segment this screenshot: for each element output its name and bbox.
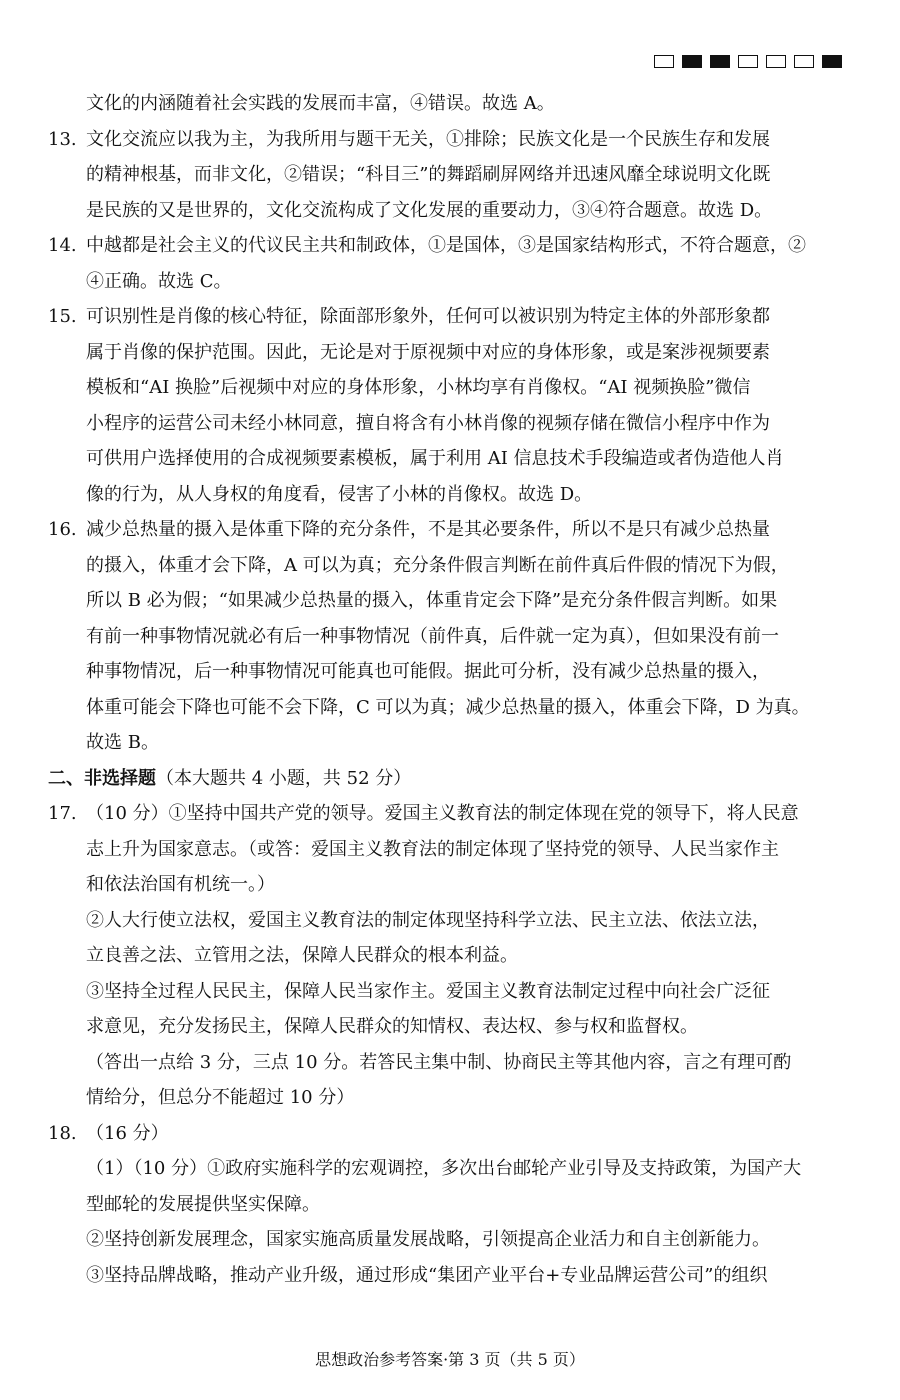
text-line: 的摄入，体重才会下降，A 可以为真；充分条件假言判断在前件真后件假的情况下为假， bbox=[86, 554, 789, 576]
text-line: ④正确。故选 C。 bbox=[86, 270, 232, 292]
section-heading-row bbox=[48, 761, 848, 797]
empty-box-mark bbox=[794, 55, 814, 68]
text-line: 可识别性是肖像的核心特征，除面部形象外，任何可以被识别为特定主体的外部形象都 bbox=[86, 306, 770, 327]
empty-box-mark bbox=[654, 55, 674, 68]
text-line: 像的行为，从人身权的角度看，侵害了小林的肖像权。故选 D。 bbox=[86, 483, 593, 505]
text-line: 模板和“AI 换脸”后视频中对应的身体形象，小林均享有肖像权。“AI 视频换脸”微信 bbox=[86, 377, 751, 398]
answer-number: 14. bbox=[48, 235, 77, 256]
text-line: 是民族的又是世界的，文化交流构成了文化发展的重要动力，③④符合题意。故选 D。 bbox=[86, 199, 773, 221]
text-line: 可供用户选择使用的合成视频要素模板，属于利用 AI 信息技术手段编造或者伪造他人肖 bbox=[86, 448, 784, 469]
answer-14 bbox=[48, 228, 848, 299]
continuation-line: 文化的内涵随着社会实践的发展而丰富，④错误。故选 A。 bbox=[86, 93, 555, 114]
answer-13 bbox=[48, 122, 848, 229]
text-line: 情给分，但总分不能超过 10 分） bbox=[86, 1087, 355, 1108]
empty-box-mark bbox=[738, 55, 758, 68]
text-line: 文化交流应以我为主，为我所用与题干无关，①排除；民族文化是一个民族生存和发展 bbox=[86, 128, 770, 150]
text-line: 体重可能会下降也可能不会下降，C 可以为真；减少总热量的摄入，体重会下降，D 为真。 bbox=[86, 696, 810, 718]
answer-number: 17. bbox=[48, 803, 77, 824]
empty-box-mark bbox=[766, 55, 786, 68]
answer-number: 18. bbox=[48, 1122, 77, 1144]
section-note: （本大题共 4 小题，共 52 分） bbox=[156, 767, 412, 789]
text-line: ③坚持全过程人民民主，保障人民当家作主。爱国主义教育法制定过程中向社会广泛征 bbox=[86, 980, 770, 1002]
text-line: 种事物情况，后一种事物情况可能真也可能假。据此可分析，没有减少总热量的摄入， bbox=[86, 661, 770, 682]
answer-title: （16 分） bbox=[86, 1122, 169, 1144]
text-line: 有前一种事物情况就必有后一种事物情况（前件真，后件就一定为真），但如果没有前一 bbox=[86, 625, 779, 647]
text-line: （10 分）①坚持中国共产党的领导。爱国主义教育法的制定体现在党的领导下，将人民意 bbox=[86, 803, 799, 824]
section-heading: 二、非选择题 bbox=[48, 767, 156, 789]
answer-text bbox=[86, 512, 848, 761]
text-line: 属于肖像的保护范围。因此，无论是对于原视频中对应的身体形象，或是案涉视频要素 bbox=[86, 341, 770, 363]
answer-text bbox=[86, 122, 848, 229]
answer-content bbox=[48, 86, 848, 1293]
text-line: ②人大行使立法权，爱国主义教育法的制定体现坚持科学立法、民主立法、依法立法， bbox=[86, 909, 770, 931]
text-line: ②坚持创新发展理念，国家实施高质量发展战略，引领提高企业活力和自主创新能力。 bbox=[86, 1229, 770, 1250]
answer-number: 13. bbox=[48, 128, 77, 150]
text-line: 求意见，充分发扬民主，保障人民群众的知情权、表达权、参与权和监督权。 bbox=[86, 1016, 698, 1037]
answer-text bbox=[86, 299, 848, 512]
text-line: 故选 B。 bbox=[86, 732, 159, 753]
text-line: 的精神根基，而非文化，②错误；“科目三”的舞蹈刷屏网络并迅速风靡全球说明文化既 bbox=[86, 164, 771, 185]
answer-number: 16. bbox=[48, 519, 77, 540]
text-line: 志上升为国家意志。（或答：爱国主义教育法的制定体现了坚持党的领导、人民当家作主 bbox=[86, 838, 779, 860]
filled-box-mark bbox=[822, 55, 842, 68]
text-line: ③坚持品牌战略，推动产业升级，通过形成“集团产业平台+专业品牌运营公司”的组织 bbox=[86, 1264, 768, 1286]
answer-17 bbox=[48, 796, 848, 1116]
text-line: 中越都是社会主义的代议民主共和制政体，①是国体，③是国家结构形式，不符合题意，② bbox=[86, 235, 806, 256]
answer-text bbox=[86, 796, 848, 1116]
text-line: 和依法治国有机统一。） bbox=[86, 874, 275, 895]
filled-box-mark bbox=[710, 55, 730, 68]
text-line: 所以 B 必为假；“如果减少总热量的摄入，体重肯定会下降”是充分条件假言判断。如果 bbox=[86, 590, 778, 611]
text-line: 立良善之法、立管用之法，保障人民群众的根本利益。 bbox=[86, 945, 518, 966]
answer-text bbox=[86, 1116, 848, 1294]
answer-text bbox=[86, 228, 848, 299]
text-line: （1）（10 分）①政府实施科学的宏观调控，多次出台邮轮产业引导及支持政策，为国产大 bbox=[86, 1158, 802, 1179]
text-line: 型邮轮的发展提供坚实保障。 bbox=[86, 1193, 320, 1215]
answer-18 bbox=[48, 1116, 848, 1294]
text-line: 小程序的运营公司未经小林同意，擅自将含有小林肖像的视频存储在微信小程序中作为 bbox=[86, 412, 770, 434]
text-line: （答出一点给 3 分，三点 10 分。若答民主集中制、协商民主等其他内容，言之有理可酌 bbox=[86, 1051, 792, 1073]
answer-lines bbox=[86, 1151, 848, 1293]
answer-number: 15. bbox=[48, 306, 77, 327]
answer-15 bbox=[48, 299, 848, 512]
header-marks bbox=[654, 55, 842, 68]
filled-box-mark bbox=[682, 55, 702, 68]
text-line: 减少总热量的摄入是体重下降的充分条件，不是其必要条件，所以不是只有减少总热量 bbox=[86, 519, 770, 540]
page-footer: 思想政治参考答案·第 3 页（共 5 页） bbox=[315, 1350, 585, 1369]
answer-16 bbox=[48, 512, 848, 761]
